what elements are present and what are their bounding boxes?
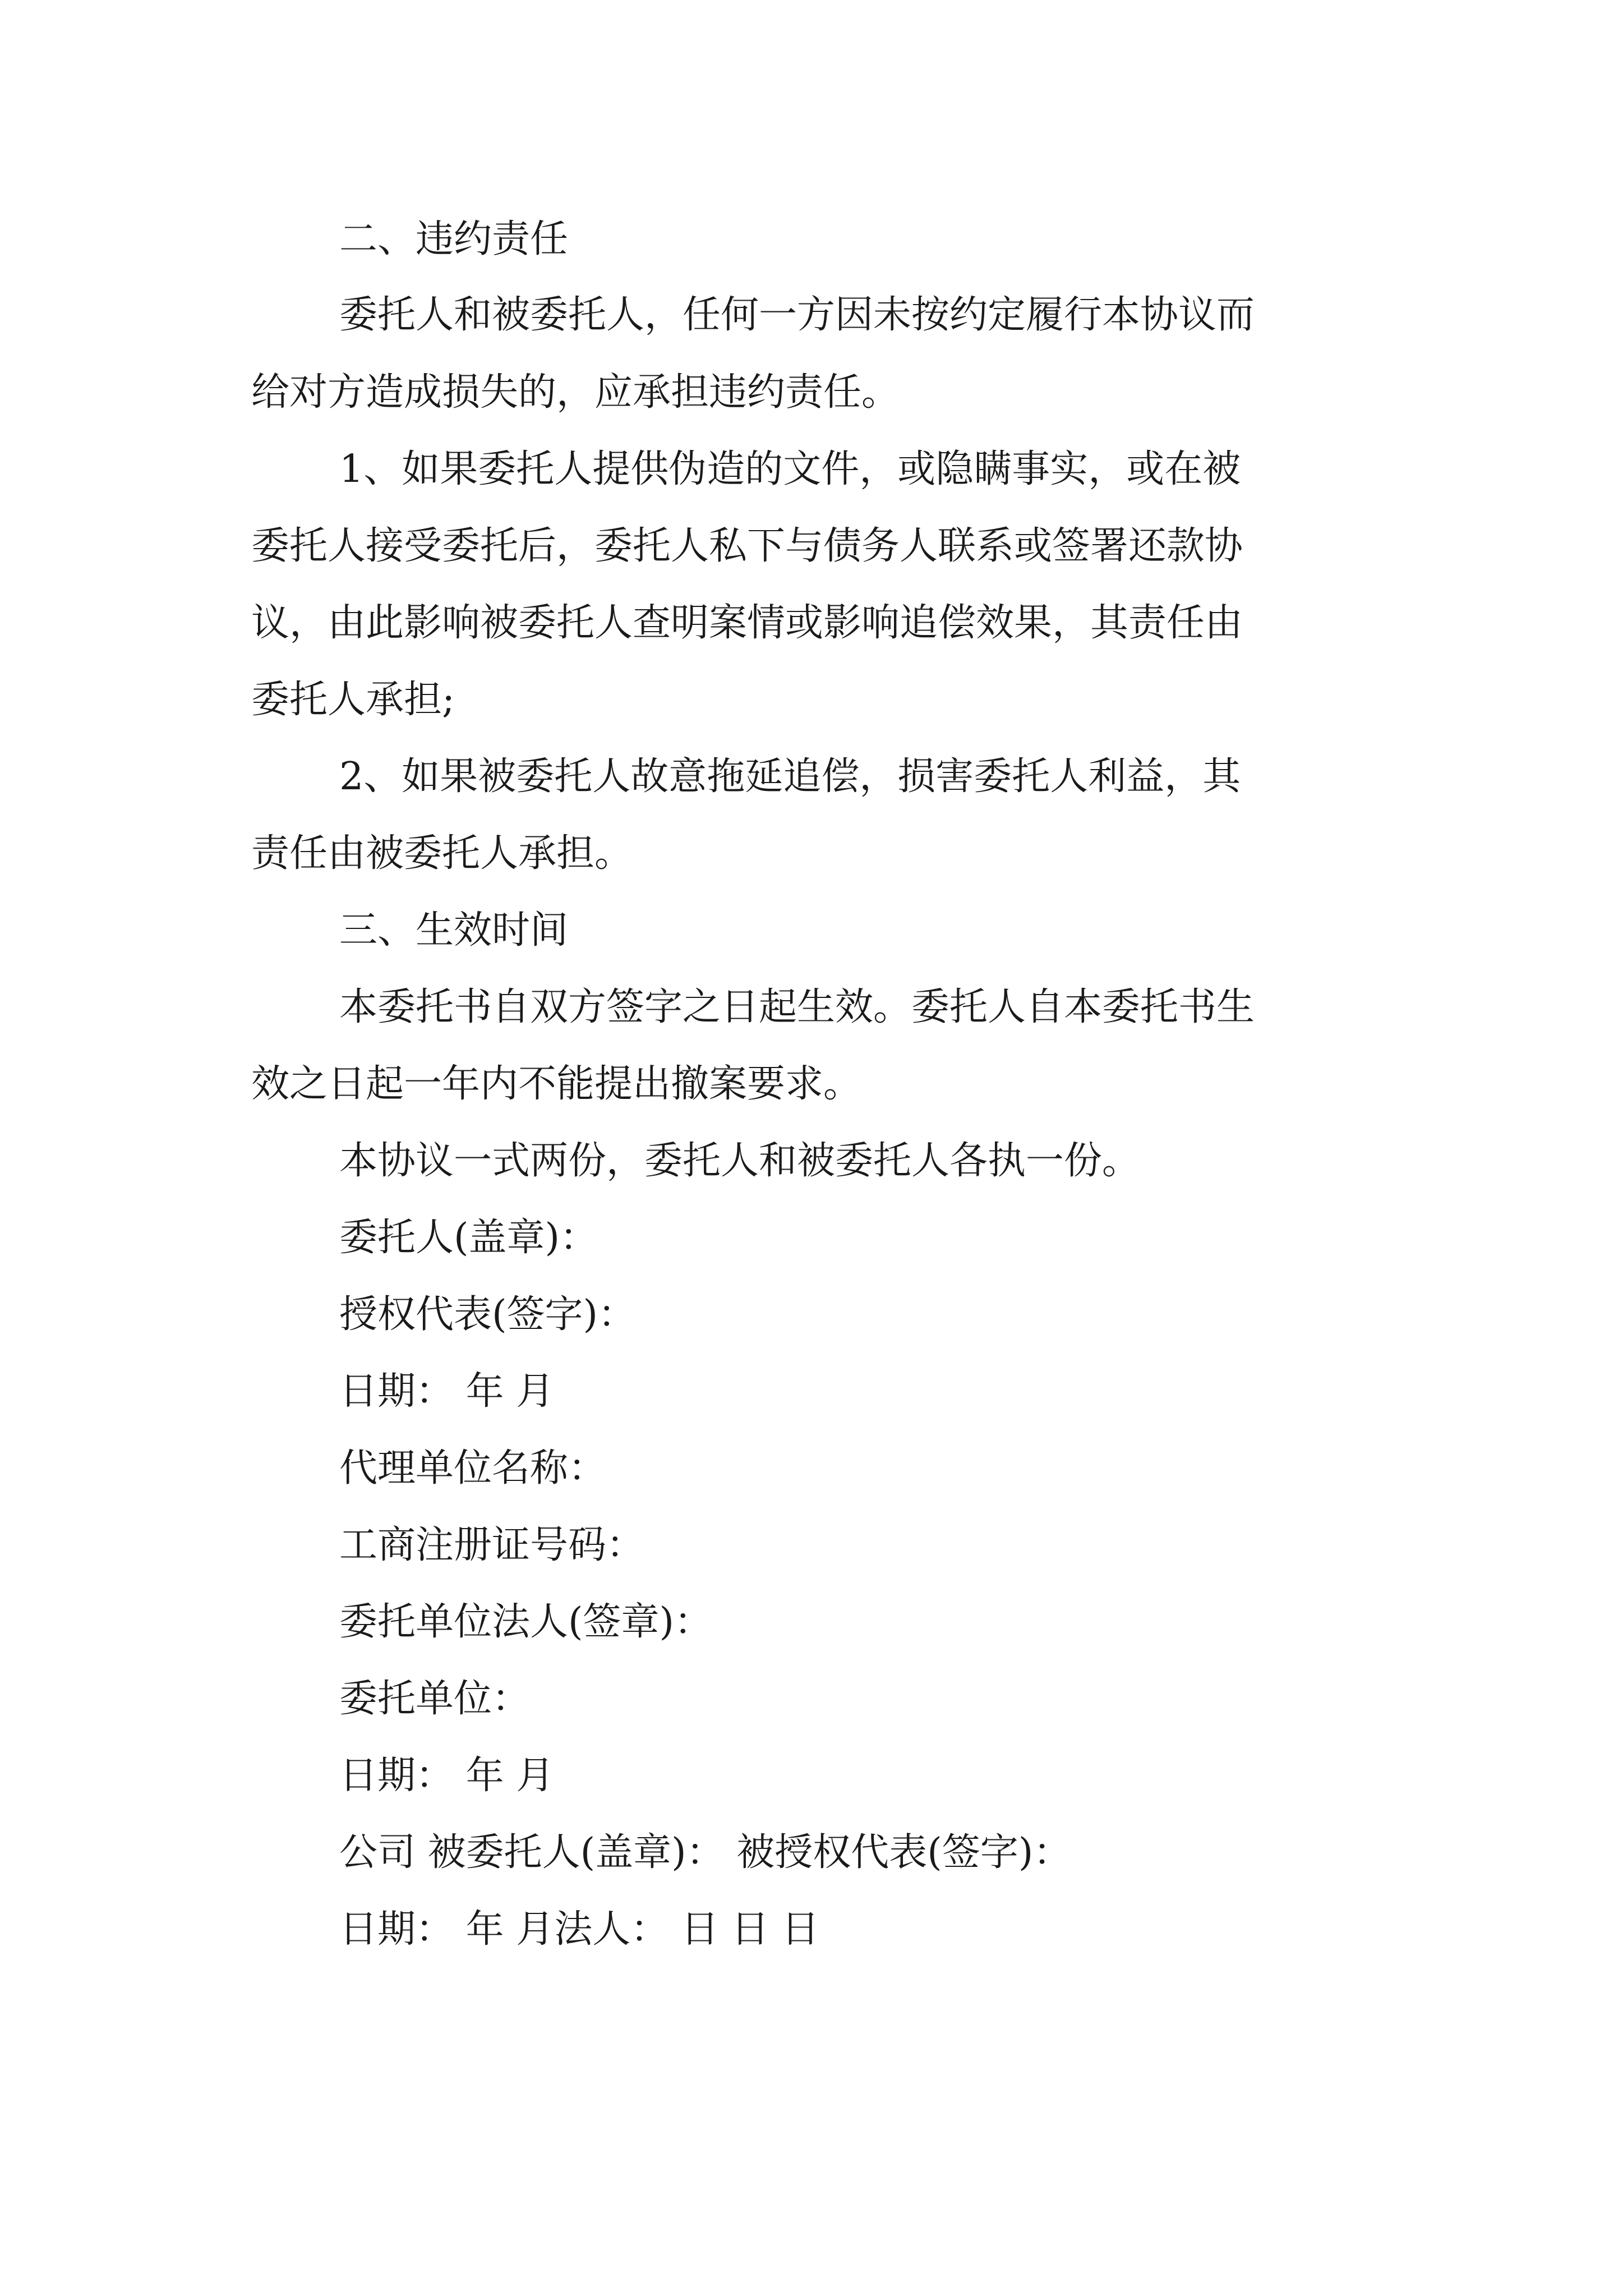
- principal-seal-field: 委托人(盖章)：: [339, 1216, 598, 1260]
- clause-2-line: 2、如果被委托人故意拖延追偿，损害委托人利益，其: [339, 754, 1241, 799]
- principal-legal-person-field: 委托单位法人(签章)：: [339, 1600, 713, 1644]
- clause-1-line: 委托人承担;: [251, 678, 455, 722]
- paragraph-line: 委托人和被委托人，任何一方因未按约定履行本协议而: [339, 293, 1255, 337]
- date-field: 日期： 年 月: [339, 1754, 555, 1798]
- company-signature-line: 公司 被委托人(盖章)： 被授权代表(签字)：: [339, 1830, 1072, 1875]
- business-registration-field: 工商注册证号码：: [339, 1523, 645, 1567]
- paragraph-line: 给对方造成损失的，应承担违约责任。: [251, 370, 900, 415]
- section-heading-breach-liability: 二、违约责任: [339, 217, 569, 261]
- agent-name-field: 代理单位名称：: [339, 1446, 607, 1490]
- principal-unit-field: 委托单位：: [339, 1677, 531, 1721]
- date-field: 日期： 年 月: [339, 1369, 555, 1414]
- clause-2-line: 责任由被委托人承担。: [251, 831, 633, 876]
- authorized-rep-signature-field: 授权代表(签字)：: [339, 1292, 637, 1337]
- paragraph-line: 本委托书自双方签字之日起生效。委托人自本委托书生: [339, 985, 1255, 1029]
- clause-1-line: 1、如果委托人提供伪造的文件，或隐瞒事实，或在被: [339, 447, 1241, 491]
- final-date-line: 日期： 年 月法人： 日 日 日: [339, 1907, 820, 1952]
- clause-1-line: 议，由此影响被委托人查明案情或影响追偿效果，其责任由: [251, 601, 1243, 645]
- paragraph-line: 效之日起一年内不能提出撤案要求。: [251, 1062, 862, 1106]
- copies-statement: 本协议一式两份，委托人和被委托人各执一份。: [339, 1139, 1141, 1183]
- section-heading-effective-time: 三、生效时间: [339, 908, 569, 953]
- clause-1-line: 委托人接受委托后，委托人私下与债务人联系或签署还款协: [251, 524, 1243, 568]
